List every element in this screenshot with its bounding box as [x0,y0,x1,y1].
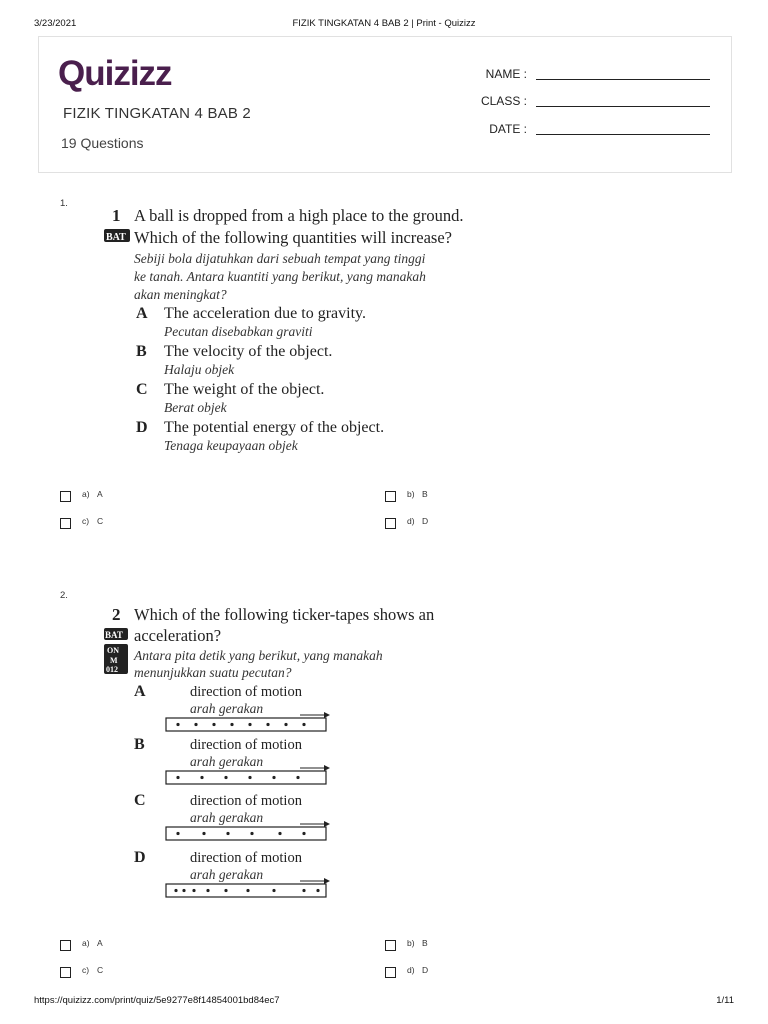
option-text: A [97,489,103,499]
option-letter: d) [407,516,415,526]
exam-tag-line-2: M [110,656,118,665]
choice-translation: Berat objek [164,400,227,415]
print-page-title: FIZIK TINGKATAN 4 BAB 2 | Print - Quizizz [292,18,476,29]
scan-stem-en-1: Which of the following ticker-tapes shows an [134,605,435,624]
choice-letter: B [136,343,147,360]
choice-letter: D [134,849,146,866]
option-text: C [97,516,104,526]
scan-stem-en-2: acceleration? [134,626,222,645]
print-url[interactable]: https://quizizz.com/print/quiz/5e9277e8f14854001bd84ec7 [34,995,280,1006]
scan-stem-ms-2: menunjukkan suatu pecutan? [134,665,292,680]
scan-stem-ms-1: Sebiji bola dijatuhkan dari sebuah tempat yang tinggi [134,251,426,266]
answer-checkbox[interactable] [385,518,396,529]
answer-checkbox[interactable] [60,967,71,978]
option-letter: c) [82,516,90,526]
scan-question-number: 2 [112,605,121,624]
print-footer [34,995,734,1009]
exam-tag-line-1: ON [107,646,119,655]
choice-direction-label: direction of motion [190,793,302,809]
answer-checkbox[interactable] [385,940,396,951]
question-number: 2. [60,590,68,601]
question-image [104,203,528,458]
question-2-scan [104,600,528,905]
print-date: 3/23/2021 [34,18,77,29]
choice-letter: C [136,381,148,398]
date-field[interactable] [470,122,710,138]
choice-direction-label: direction of motion [190,684,302,700]
choice-letter: C [134,792,146,809]
quiz-header-card [38,36,732,173]
answer-checkbox[interactable] [385,967,396,978]
quiz-title: FIZIK TINGKATAN 4 BAB 2 [63,105,251,122]
option-letter: d) [407,965,415,975]
class-field[interactable] [470,94,710,110]
option-letter: b) [407,489,415,499]
choice-direction-translation: arah gerakan [190,867,264,882]
class-line[interactable] [536,106,710,107]
choice-translation: Halaju objek [164,362,235,377]
name-field[interactable] [470,67,710,83]
option-text: D [422,516,429,526]
scan-question-number: 1 [112,206,121,225]
scan-stem-ms-2: ke tanah. Antara kuantiti yang berikut, yang manakah [134,269,426,284]
choice-letter: A [136,305,148,322]
date-label: DATE : [489,122,527,136]
name-label: NAME : [485,67,527,81]
print-header [34,18,734,32]
date-line[interactable] [536,134,710,135]
question-image [104,600,528,905]
answer-checkbox[interactable] [60,518,71,529]
class-label: CLASS : [480,94,527,108]
choice-text: The velocity of the object. [164,343,333,360]
scan-stem-ms-3: akan meningkat? [134,287,227,302]
option-text: B [422,489,428,499]
choice-letter: A [134,683,146,700]
exam-tag-line-3: 012 [106,665,118,674]
answer-checkbox[interactable] [60,940,71,951]
page-number: 1/11 [716,995,734,1006]
choice-direction-label: direction of motion [190,850,302,866]
answer-checkbox[interactable] [60,491,71,502]
scan-stem-ms-1: Antara pita detik yang berikut, yang manakah [134,648,383,663]
choice-text: The acceleration due to gravity. [164,305,366,322]
choice-direction-translation: arah gerakan [190,701,264,716]
choice-direction-label: direction of motion [190,737,302,753]
option-letter: c) [82,965,90,975]
choice-text: The weight of the object. [164,381,325,398]
option-letter: a) [82,489,90,499]
choice-text: The potential energy of the object. [164,419,385,436]
choice-letter: B [134,736,145,753]
question-1-scan [104,203,528,458]
option-text: D [422,965,429,975]
answer-checkbox[interactable] [385,491,396,502]
option-text: B [422,938,428,948]
option-letter: b) [407,938,415,948]
choice-translation: Tenaga keupayaan objek [164,438,298,453]
choice-direction-translation: arah gerakan [190,754,264,769]
quizizz-logo [58,53,198,93]
option-text: A [97,938,103,948]
svg-text:Quizizz: Quizizz [58,54,172,93]
name-line[interactable] [536,79,710,80]
question-count: 19 Questions [61,135,144,151]
bat-tag-label: BAT [106,232,126,243]
option-letter: a) [82,938,90,948]
choice-translation: Pecutan disebabkan graviti [164,324,313,339]
option-text: C [97,965,104,975]
scan-stem-en: A ball is dropped from a high place to the ground. [134,206,464,225]
scan-stem-en-2: Which of the following quantities will increase? [134,228,452,247]
choice-direction-translation: arah gerakan [190,810,264,825]
choice-letter: D [136,419,148,436]
question-number: 1. [60,198,68,209]
bat-tag-label: BAT [105,630,123,640]
